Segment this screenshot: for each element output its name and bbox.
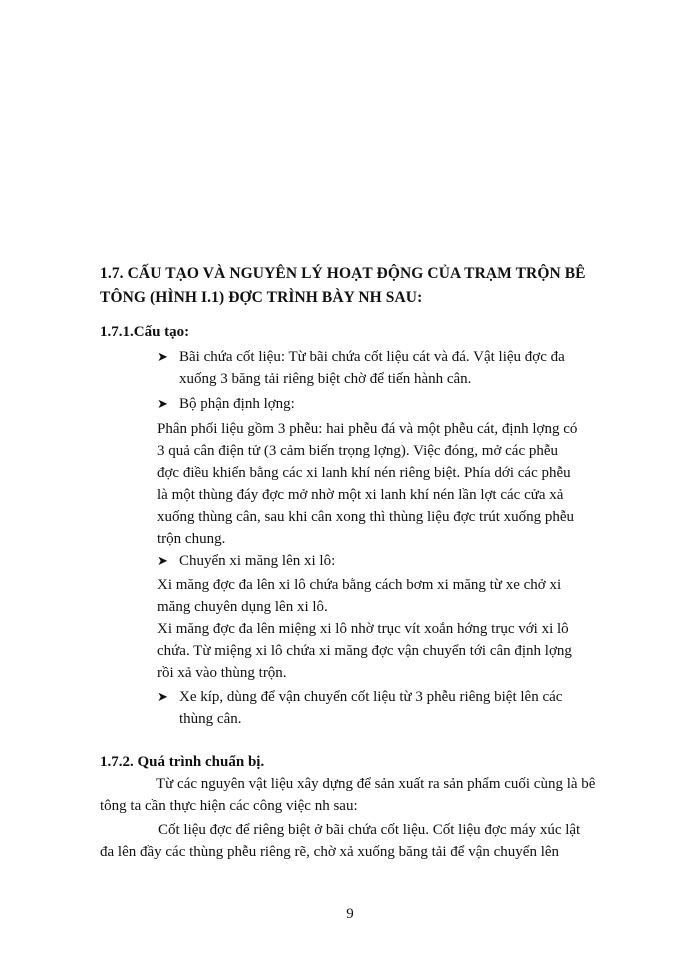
paragraph-aggregate	[100, 819, 670, 863]
bullet-line: thùng cân.	[179, 711, 242, 727]
paragraph-line: 3 quả cân điện tử (3 cảm biến trọng lợng). Việc đóng, mở các phễu	[157, 443, 559, 459]
arrowhead-bullet-icon: ➤	[157, 689, 168, 704]
page-number: 9	[346, 906, 354, 922]
paragraph-line: chứa. Từ miệng xi lô chứa xi măng đợc vận chuyển tới cân định lợng	[157, 643, 572, 659]
arrowhead-bullet-icon: ➤	[157, 349, 168, 364]
bullet-item-dosing-unit	[157, 393, 665, 415]
paragraph-dosing-description	[157, 418, 665, 550]
paragraph-line: Cốt liệu đợc để riêng biệt ở bãi chứa cốt liệu. Cốt liệu đợc máy xúc lật	[158, 822, 581, 838]
subsection-title-1-7-1: 1.7.1.Cấu tạo:	[100, 324, 190, 340]
bullet-line: Chuyển xi măng lên xi lô:	[179, 553, 336, 569]
paragraph-line: Từ các nguyên vật liệu xây dựng để sản xuất ra sản phẩm cuối cùng là bê	[156, 776, 596, 792]
paragraph-line: Phân phối liệu gồm 3 phễu: hai phễu đá và một phễu cát, định lợng có	[157, 421, 578, 437]
paragraph-line: măng chuyên dụng lên xi lô.	[157, 599, 328, 615]
bullet-line: xuống 3 băng tải riêng biệt chờ để tiến hành cân.	[179, 371, 472, 387]
paragraph-line: tông ta cần thực hiện các công việc nh sau:	[100, 798, 358, 814]
bullet-line: Xe kíp, dùng để vận chuyển cốt liệu từ 3 phễu riêng biệt lên các	[179, 689, 563, 705]
paragraph-line: đợc điều khiển bằng các xi lanh khí nén riêng biệt. Phía dới các phễu	[157, 465, 571, 481]
heading-line-2: TÔNG (HÌNH I.1) ĐỢC TRÌNH BÀY NH SAU:	[100, 289, 423, 306]
bullet-item-storage-yard	[157, 346, 665, 390]
bullet-item-cement-transfer	[157, 550, 665, 572]
bullet-line: Bộ phận định lợng:	[179, 396, 295, 412]
paragraph-line: trộn chung.	[157, 531, 226, 547]
bullet-line: Bãi chứa cốt liệu: Từ bãi chứa cốt liệu cát và đá. Vật liệu đợc đa	[179, 349, 565, 365]
paragraph-line: rồi xả vào thùng trộn.	[157, 665, 287, 681]
paragraph-line: Xi măng đợc đa lên miệng xi lô nhờ trục vít xoắn hớng trục với xi lô	[157, 621, 569, 637]
arrowhead-bullet-icon: ➤	[157, 553, 168, 568]
paragraph-line: là một thùng đáy đợc mở nhờ một xi lanh khí nén lần lợt các cửa xả	[157, 487, 564, 503]
paragraph-line: đa lên đầy các thùng phễu riêng rẽ, chờ xả xuống băng tải để vận chuyển lên	[100, 844, 560, 860]
heading-line-1: 1.7. CẤU TẠO VÀ NGUYÊN LÝ HOẠT ĐỘNG CỦA TRẠM TRỘN BÊ	[100, 265, 586, 282]
bullet-item-skip-car	[157, 686, 665, 730]
paragraph-intro	[100, 773, 670, 817]
paragraph-line: xuống thùng cân, sau khi cân xong thì thùng liệu đợc trút xuống phễu	[157, 509, 575, 525]
paragraph-cement-description	[157, 574, 665, 684]
arrowhead-bullet-icon: ➤	[157, 396, 168, 411]
section-heading	[100, 262, 660, 310]
paragraph-line: Xi măng đợc đa lên xi lô chứa bằng cách bơm xi măng từ xe chở xi	[157, 577, 562, 593]
subsection-title-1-7-2: 1.7.2. Quá trình chuẩn bị.	[100, 754, 265, 770]
